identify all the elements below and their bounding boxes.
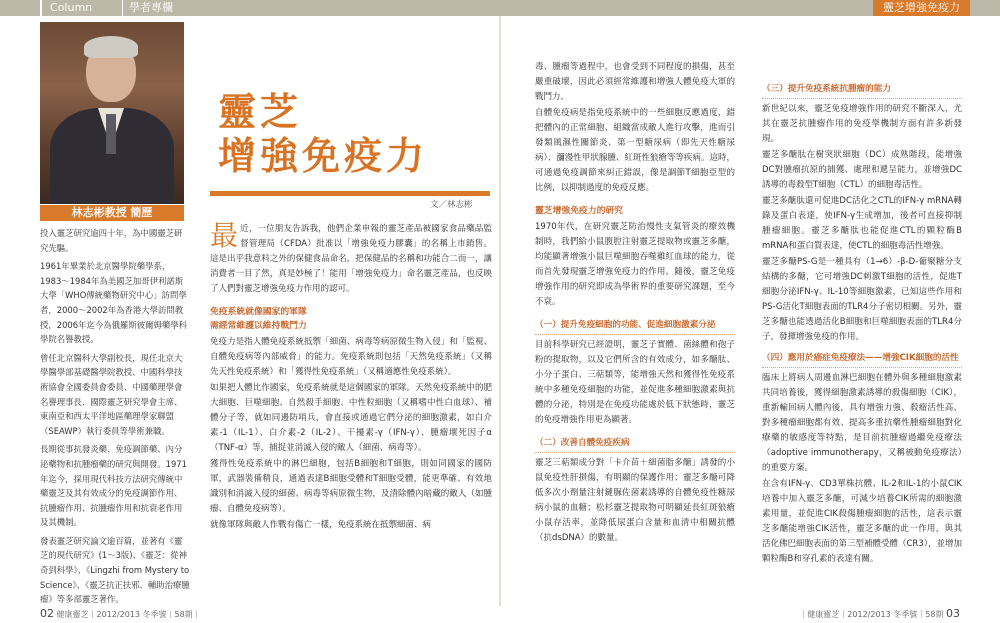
- footer-right: [799, 607, 960, 620]
- body-paragraph: 靈芝三萜類成分對「卡介苗＋細菌脂多醣」誘發的小鼠免疫性肝損傷，有明顯的保護作用；靈芝多醣可降低多次小劑量注射鏈脲佐菌素誘導的自體免疫性糖尿病小鼠的血糖；松杉靈芝提取物可明顯延長紅斑狼瘡小鼠存活率，並降低尿蛋白含量和血清中相關抗體（抗dsDNA）的數量。: [535, 458, 735, 543]
- subheading-3: （三）提升免疫系統抗腫瘤的能力: [762, 82, 962, 99]
- footer-left-text: 健康靈芝｜2012/2013 冬季號｜58期｜: [56, 610, 201, 619]
- drop-cap: 最: [210, 219, 239, 252]
- author-portrait: [40, 22, 184, 204]
- body-paragraph: 靈芝多醣肽還可促進DC活化之CTL的IFN-γ mRNA轉錄及蛋白表達，使IFN-γ生成增加，後者可直接抑制腫瘤細胞。靈芝多醣肽也能促進CTL的顆粒酶B mRNA和蛋白質表達，使CTL的細胞毒活性增強。: [762, 196, 962, 251]
- section-1-heading-a: 免疫系統就像國家的軍隊: [210, 307, 307, 317]
- article-title: [218, 90, 428, 178]
- author-bio: [40, 226, 190, 611]
- bio-paragraph: 曾任北京醫科大學副校長，現任北京大學醫學部基礎醫學院教授、中國科學技術協會全國委員會委員、中國藥理學會名譽理事長、國際靈芝研究學會主席、東南亞和西太平洋地區藥理學家聯盟（SEAWP）執行委員等學術兼職。: [40, 352, 183, 436]
- portrait-tie: [106, 114, 116, 154]
- section-tag: 靈芝增強免疫力: [873, 0, 970, 16]
- body-paragraph: 靈芝多醣肽在樹突狀細胞（DC）成熟階段，能增強DC對腫瘤抗原的捕獲、處理和遞呈能力，並增強DC誘導的毒殺型T細胞（CTL）的細胞毒活性。: [762, 150, 962, 190]
- byline: 文／林志彬: [430, 200, 473, 210]
- subheading-1: （一）提升免疫細胞的功能、促進細胞激素分泌: [535, 318, 735, 335]
- section-1-heading: [210, 305, 492, 333]
- page-gutter: [499, 16, 501, 606]
- title-line-1: 靈芝: [218, 89, 303, 134]
- body-paragraph: 1970年代，在研究靈芝防治慢性支氣管炎的療效機制時，我們給小鼠腹腔注射靈芝提取物或靈芝多醣，均能顯著增強小鼠巨噬細胞吞噬雞紅血球的能力，從而首先發現靈芝增強免疫力的作用。隨後，靈芝免疫增強作用的研究即成為學術界的重要研究課題，至今不衰。: [535, 222, 735, 307]
- column-2: [535, 60, 735, 547]
- section-2-heading: 靈芝增強免疫力的研究: [535, 206, 623, 216]
- column-1: [210, 219, 492, 534]
- intro-text: 近，一位朋友告訴我，他們企業申報的靈芝產品被國家食品藥品監督管理局（CFDA）批准以「增強免疫力膠囊」的名稱上市銷售。這是出乎我意料之外的保健食品命名，把保健品的名稱和功能合二而一，讓消費者一目了然，真是妙極了！能用「增強免疫力」命名靈芝產品，也反映了人們對靈芝增強免疫力作用的認可。: [210, 224, 492, 294]
- body-paragraph: 目前科學研究已經證明，靈芝子實體、菌絲體和孢子粉的提取物，以及它們所含的有效成分，如多醣肽、小分子蛋白、三萜類等，能增強天然和獲得性免疫系統中多種免疫細胞的功能，並促進多種細胞激素與抗體的分泌，特別是在免疫功能處於低下狀態時，靈芝的免疫增強作用更為顯著。: [535, 340, 735, 425]
- bio-paragraph: 長期從事抗發炎藥、免疫調節藥、內分泌藥物和抗腫瘤藥的研究與開發。1971年迄今，採用現代科技方法研究傳統中藥靈芝及其有效成分的免疫調節作用、抗腫瘤作用、抗腫瘤作用和抗衰老作用及其機制。: [40, 444, 187, 528]
- bio-paragraph: 發表靈芝研究論文逾百篇，並著有《靈芝的現代研究》(1～3版)、《靈芝：從神奇到科學》、《Lingzhi from Mystery to Science》、《靈芝抗正扶邪、輔助治療腫瘤》等多部靈芝著作。: [40, 535, 190, 605]
- footer-left: [40, 607, 201, 620]
- bio-paragraph: 1961年畢業於北京醫學院藥學系，1983～1984年為美國芝加哥伊利諾斯大學「WHO傳統藥物研究中心」訪問學者，2000～2002年為香港大學訪問教授，2006年迄今為俄羅斯彼爾姆藥學科學院名譽教授。: [40, 261, 187, 345]
- body-paragraph: 如果把人體比作國家，免疫系統就是這個國家的軍隊。天然免疫系統中的肥大細胞、巨噬細胞、自然殺手細胞、中性粒細胞（又稱嗜中性白血球）、補體分子等，就如同邊防哨兵，會直接或通過它們分泌的細胞激素，如白介素-1（IL-1）、白介素-2（IL-2）、干擾素-γ（IFN-γ）、腫瘤壞死因子α（TNF-α）等，捕捉並消滅入侵的敵人（細菌、病毒等）。: [210, 383, 492, 453]
- title-rule: [210, 191, 490, 196]
- section-1-heading-b: 需經常維護以維持戰鬥力: [210, 321, 307, 331]
- body-paragraph: 在含有IFN-γ、CD3單株抗體、IL-2和IL-1的小鼠CIK培養中加入靈芝多醣，可減少培養CIK所需的細胞激素用量，並促進CIK殺傷腫瘤細胞的活性，這表示靈芝多醣能增強CIK活性，靈芝多醣的此一作用，與其活化佛巴細胞表面的第三型補體受體（CR3），並增加顆粒酶B和穿孔素的表達有關。: [762, 479, 963, 564]
- portrait-hair: [84, 36, 138, 58]
- column-name: 學者專欄: [122, 0, 173, 16]
- body-paragraph: 免疫力是指人體免疫系統抵禦「細菌、病毒等病原微生物入侵」和「監視、自體免疫病等內部威脅」的能力。免疫系統則包括「天然免疫系統」（又稱先天性免疫系統）和「獲得性免疫系統」（又稱適應性免疫系統）。: [210, 337, 492, 377]
- intro-paragraph: [210, 219, 492, 297]
- body-paragraph: 新世紀以來，靈芝免疫增強作用的研究不斷深入，尤其在靈芝抗腫瘤作用的免疫學機制方面有許多新發現。: [762, 104, 962, 144]
- page-number-left: 02: [40, 607, 54, 620]
- column-label: Column: [40, 0, 92, 16]
- body-paragraph: 毒、腫瘤等過程中，也會受到不同程度的損傷，甚至嚴重破壞，因此必須經常維護和增強人體免疫大軍的戰鬥力。: [535, 62, 735, 102]
- bio-paragraph: 投入靈芝研究逾四十年，為中國靈芝研究先驅。: [40, 228, 183, 253]
- column-3: [762, 82, 962, 568]
- body-paragraph: 就像軍隊與敵人作戰有傷亡一樣，免疫系統在抵禦細菌、病: [210, 520, 432, 530]
- portrait-caption: 林志彬教授 簡歷: [40, 205, 184, 221]
- subheading-2: （二）改善自體免疫疾病: [535, 436, 735, 453]
- body-paragraph: 自體免疫病是指免疫系統中的一些細胞反應過度，錯把體內的正常細胞、組織當成敵人進行攻擊，進而引發類風濕性關節炎、第一型糖尿病（即先天性糖尿病）、瀰漫性甲狀腺腫、紅斑性狼瘡等等疾病。這時，可通過免疫調節來糾正錯誤，像是調節T細胞亞型的比例，以抑制過度的免疫反應。: [535, 108, 735, 193]
- body-paragraph: 靈芝多醣PS-G是一種具有（1→6）-β-D-葡聚糖分支結構的多醣，它可增強DC刺激T細胞的活性，促進T細胞分泌IFN-γ、IL-10等細胞激素，已知這些作用和PS-G活化T細胞表面的TLR4分子密切相關。另外，靈芝多醣也能透過活化B細胞和巨噬細胞表面的TLR4分子，發揮增強免疫的作用。: [762, 257, 962, 342]
- footer-right-text: ｜健康靈芝｜2012/2013 冬季號｜58期: [799, 610, 944, 619]
- header-bar: [0, 0, 1000, 16]
- body-paragraph: 臨床上將病人周邊血淋巴細胞在體外與多種細胞激素共同培養後，獲得細胞激素誘導的殺傷細胞（CIK），重新輸回病人體內後，具有增強力強、殺瘤活性高、對多種瘤細胞都有效、提高多重抗藥性腫瘤細胞對化療藥的敏感度等特點，是目前抗腫瘤過繼免疫療法（adoptive immunotherapy，又稱被動免疫療法）的重要方案。: [762, 373, 962, 473]
- subheading-4: （四）應用於癌症免疫療法——增強CIK細胞的活性: [762, 351, 962, 368]
- page-number-right: 03: [946, 607, 960, 620]
- body-paragraph: 獲得性免疫系統中的淋巴細胞，包括B細胞和T細胞，則如同國家的國防軍，武器裝備精良，通過表達B細胞受體和T細胞受體，能更準確、有效地識別和消滅入侵的細菌、病毒等病原微生物，及清除體內暗藏的敵人（如腫瘤、自體免疫病等）。: [210, 459, 492, 514]
- title-line-2: 增強免疫力: [218, 133, 429, 178]
